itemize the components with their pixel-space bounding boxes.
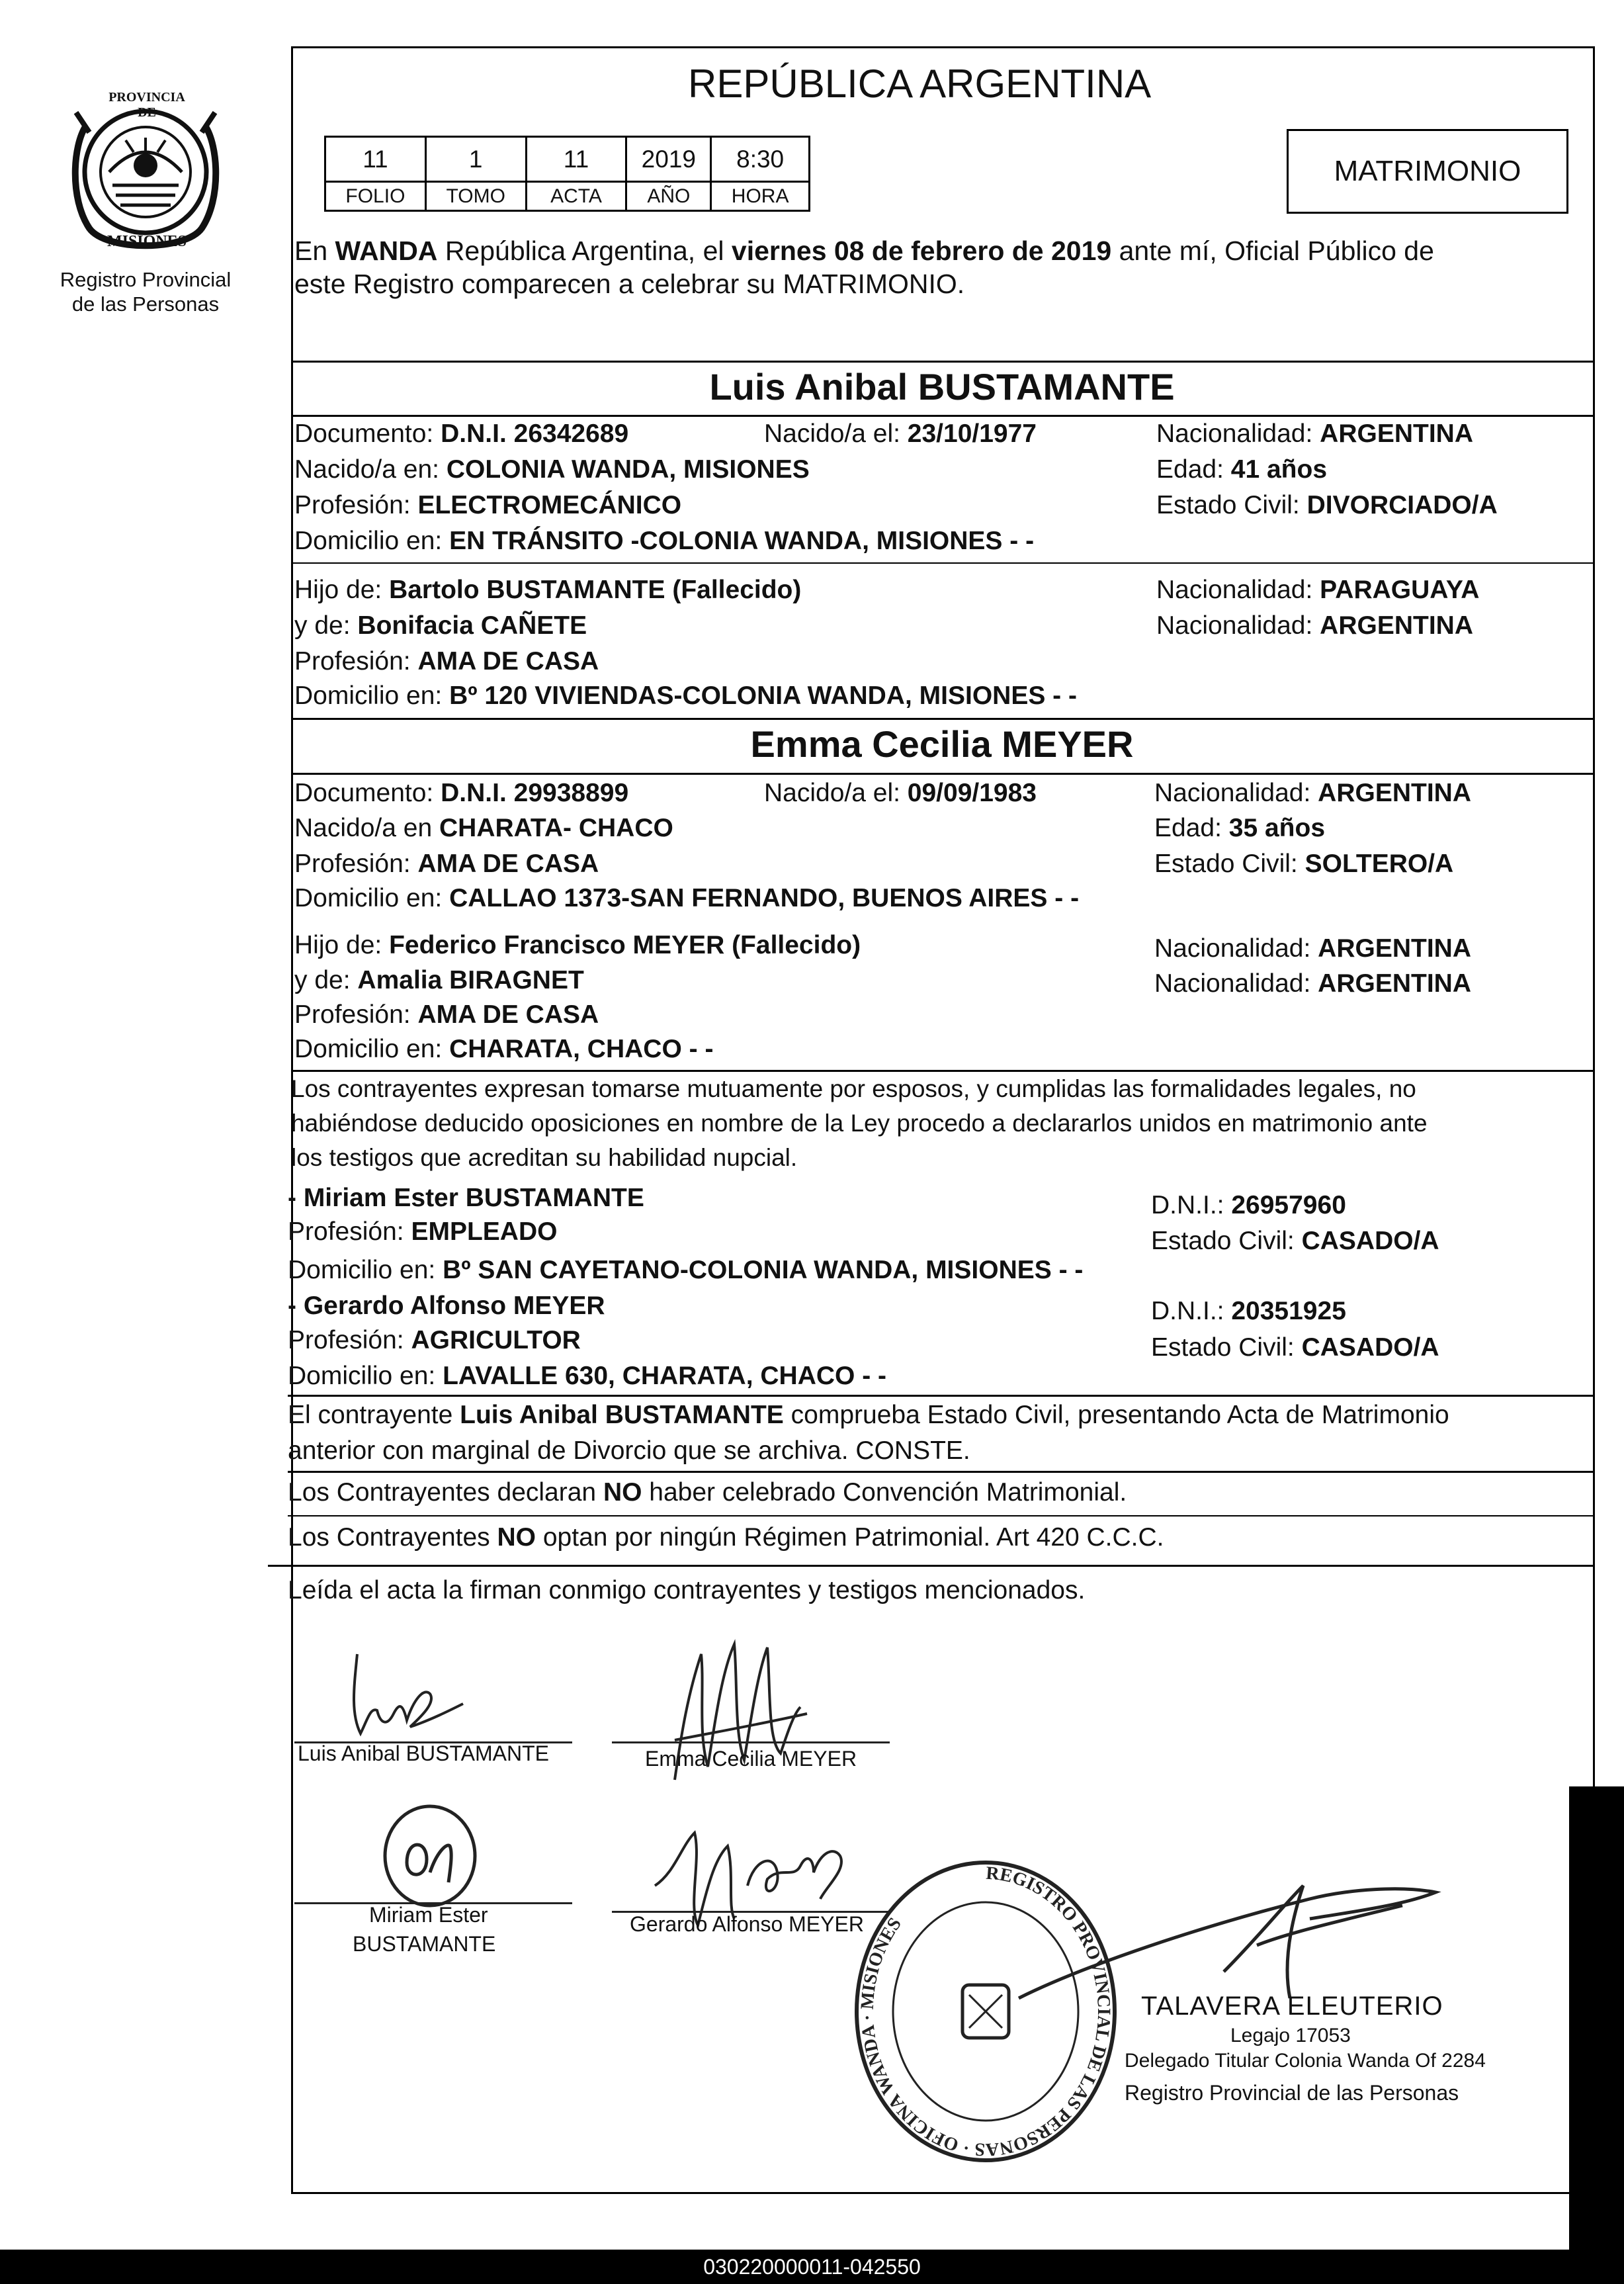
hour-value: 8:30: [711, 137, 810, 182]
official-name: TALAVERA ELEUTERIO: [1141, 1992, 1443, 2021]
groom-doc: Documento: D.N.I. 26342689: [294, 419, 629, 448]
footer-code: 030220000011-042550: [703, 2254, 921, 2279]
regime-line1: Los Contrayentes declaran NO haber celebrado Convención Matrimonial.: [288, 1478, 1127, 1507]
acta-value: 11: [526, 137, 626, 182]
regime-line2: Los Contrayentes NO optan por ningún Régimen Patrimonial. Art 420 C.C.C.: [288, 1523, 1164, 1552]
witness1-civil-status: Estado Civil: CASADO/A: [1151, 1227, 1439, 1255]
bride-name: Emma Cecilia MEYER: [750, 723, 1134, 765]
closing-statement: Leída el acta la firman conmigo contrayentes y testigos mencionados.: [288, 1576, 1086, 1604]
year-value: 2019: [626, 137, 711, 182]
intro-p3: ante mí, Oficial Público de: [1111, 236, 1434, 266]
country-title: REPÚBLICA ARGENTINA: [688, 62, 1152, 106]
groom-born-on: Nacido/a el: 23/10/1977: [764, 419, 1037, 448]
witness2-civil-status: Estado Civil: CASADO/A: [1151, 1333, 1439, 1362]
bride-mother-nationality: Nacionalidad: ARGENTINA: [1154, 969, 1472, 998]
civil-proof-line1: El contrayente Luis Anibal BUSTAMANTE comprueba Estado Civil, presentando Acta de Matrimonio: [288, 1401, 1449, 1429]
bride-born-on: Nacido/a el: 09/09/1983: [764, 779, 1037, 807]
bride-mother-profession: Profesión: AMA DE CASA: [294, 1000, 599, 1029]
witness1-signature: [370, 1800, 490, 1912]
official-role: Delegado Titular Colonia Wanda Of 2284: [1125, 2050, 1486, 2072]
intro-date: viernes 08 de febrero de 2019: [731, 236, 1112, 266]
witness2-profession: Profesión: AGRICULTOR: [288, 1326, 581, 1354]
signature-line: [612, 1741, 890, 1743]
witness1-address: Domicilio en: Bº SAN CAYETANO-COLONIA WANDA, MISIONES - -: [288, 1256, 1084, 1284]
act-type: MATRIMONIO: [1334, 155, 1521, 187]
footer-bar: [0, 2250, 1624, 2284]
intro-line2: este Registro comparecen a celebrar su MATRIMONIO.: [294, 269, 965, 299]
bride-signature-caption: Emma Cecilia MEYER: [645, 1747, 857, 1771]
folio-label: FOLIO: [325, 182, 426, 211]
bride-born-in: Nacido/a en CHARATA- CHACO: [294, 814, 673, 842]
groom-signature-caption: Luis Anibal BUSTAMANTE: [298, 1741, 549, 1765]
declaration-line2: habiéndose deducido oposiciones en nombre de la Ley procedo a declararlos unidos en matrimonio ante: [291, 1110, 1428, 1137]
groom-address: Domicilio en: EN TRÁNSITO -COLONIA WANDA, MISIONES - -: [294, 527, 1035, 555]
divider: [291, 361, 1593, 363]
witness2-signature-caption: Gerardo Alfonso MEYER: [630, 1912, 864, 1936]
declaration-line3: los testigos que acreditan su habilidad nupcial.: [291, 1144, 798, 1171]
bride-father: Hijo de: Federico Francisco MEYER (Fallecido): [294, 931, 861, 959]
bride-profession: Profesión: AMA DE CASA: [294, 850, 599, 878]
intro-place: WANDA: [335, 236, 438, 266]
groom-signature: [331, 1647, 483, 1747]
witness1-signature-caption-line2: BUSTAMANTE: [353, 1932, 496, 1956]
divider: [291, 562, 1593, 564]
divider: [291, 718, 1593, 720]
divider: [291, 1070, 1593, 1072]
scan-edge: [1569, 1786, 1624, 2284]
groom-name: Luis Anibal BUSTAMANTE: [709, 366, 1175, 408]
witness2-dni: D.N.I.: 20351925: [1151, 1297, 1346, 1325]
seal-text-top: PROVINCIA DE: [108, 90, 185, 120]
record-grid: [324, 136, 810, 212]
act-type-box: [1287, 129, 1568, 214]
groom-born-in: Nacido/a en: COLONIA WANDA, MISIONES: [294, 455, 810, 484]
groom-civil-status: Estado Civil: DIVORCIADO/A: [1156, 491, 1498, 519]
witness2-address: Domicilio en: LAVALLE 630, CHARATA, CHACO - -: [288, 1362, 887, 1390]
stamp-text: REGISTRO PROVINCIAL DE LAS PERSONAS · OFICINA WANDA · MISIONES: [857, 1863, 1115, 2160]
bride-parents-address: Domicilio en: CHARATA, CHACO - -: [294, 1035, 714, 1063]
seal-text-bottom: MISIONES: [107, 233, 187, 250]
logo-caption-line1: Registro Provincial: [60, 268, 232, 291]
groom-nationality: Nacionalidad: ARGENTINA: [1156, 419, 1474, 448]
intro-line1: [294, 235, 1434, 267]
groom-mother: y de: Bonifacia CAÑETE: [294, 611, 587, 640]
divider: [288, 1395, 1593, 1397]
acta-label: ACTA: [526, 182, 626, 211]
groom-father: Hijo de: Bartolo BUSTAMANTE (Fallecido): [294, 576, 802, 604]
hour-label: HORA: [711, 182, 810, 211]
groom-father-nationality: Nacionalidad: PARAGUAYA: [1156, 576, 1480, 604]
bride-age: Edad: 35 años: [1154, 814, 1326, 842]
tomo-value: 1: [425, 137, 526, 182]
official-legajo: Legajo 17053: [1230, 2025, 1351, 2046]
divider: [291, 415, 1593, 417]
intro-p1: En: [294, 236, 335, 266]
intro-p2: República Argentina, el: [437, 236, 732, 266]
year-label: AÑO: [626, 182, 711, 211]
groom-age: Edad: 41 años: [1156, 455, 1328, 484]
groom-mother-nationality: Nacionalidad: ARGENTINA: [1156, 611, 1474, 640]
declaration-line1: Los contrayentes expresan tomarse mutuamente por esposos, y cumplidas las formalidades legales, no: [291, 1075, 1416, 1102]
witness1-signature-caption-line1: Miriam Ester: [369, 1903, 488, 1927]
witness1-name: - Miriam Ester BUSTAMANTE: [288, 1184, 644, 1212]
divider: [291, 773, 1593, 775]
groom-parents-address: Domicilio en: Bº 120 VIVIENDAS-COLONIA WANDA, MISIONES - -: [294, 681, 1077, 710]
witness1-profession: Profesión: EMPLEADO: [288, 1217, 558, 1246]
province-logo: [60, 86, 232, 258]
logo-caption-line2: de las Personas: [71, 292, 220, 316]
bride-address: Domicilio en: CALLAO 1373-SAN FERNANDO, BUENOS AIRES - -: [294, 884, 1080, 912]
bride-father-nationality: Nacionalidad: ARGENTINA: [1154, 934, 1472, 963]
divider: [288, 1515, 1593, 1516]
bride-nationality: Nacionalidad: ARGENTINA: [1154, 779, 1472, 807]
groom-mother-profession: Profesión: AMA DE CASA: [294, 647, 599, 676]
official-office: Registro Provincial de las Personas: [1125, 2081, 1459, 2105]
civil-proof-line2: anterior con marginal de Divorcio que se archiva. CONSTE.: [288, 1436, 970, 1465]
divider: [288, 1471, 1593, 1473]
groom-profession: Profesión: ELECTROMECÁNICO: [294, 491, 682, 519]
tomo-label: TOMO: [425, 182, 526, 211]
witness1-dni: D.N.I.: 26957960: [1151, 1191, 1346, 1219]
bride-mother: y de: Amalia BIRAGNET: [294, 966, 584, 994]
divider: [268, 1565, 1593, 1567]
witness2-name: - Gerardo Alfonso MEYER: [288, 1292, 605, 1320]
bride-doc: Documento: D.N.I. 29938899: [294, 779, 629, 807]
bride-civil-status: Estado Civil: SOLTERO/A: [1154, 850, 1454, 878]
folio-value: 11: [325, 137, 426, 182]
